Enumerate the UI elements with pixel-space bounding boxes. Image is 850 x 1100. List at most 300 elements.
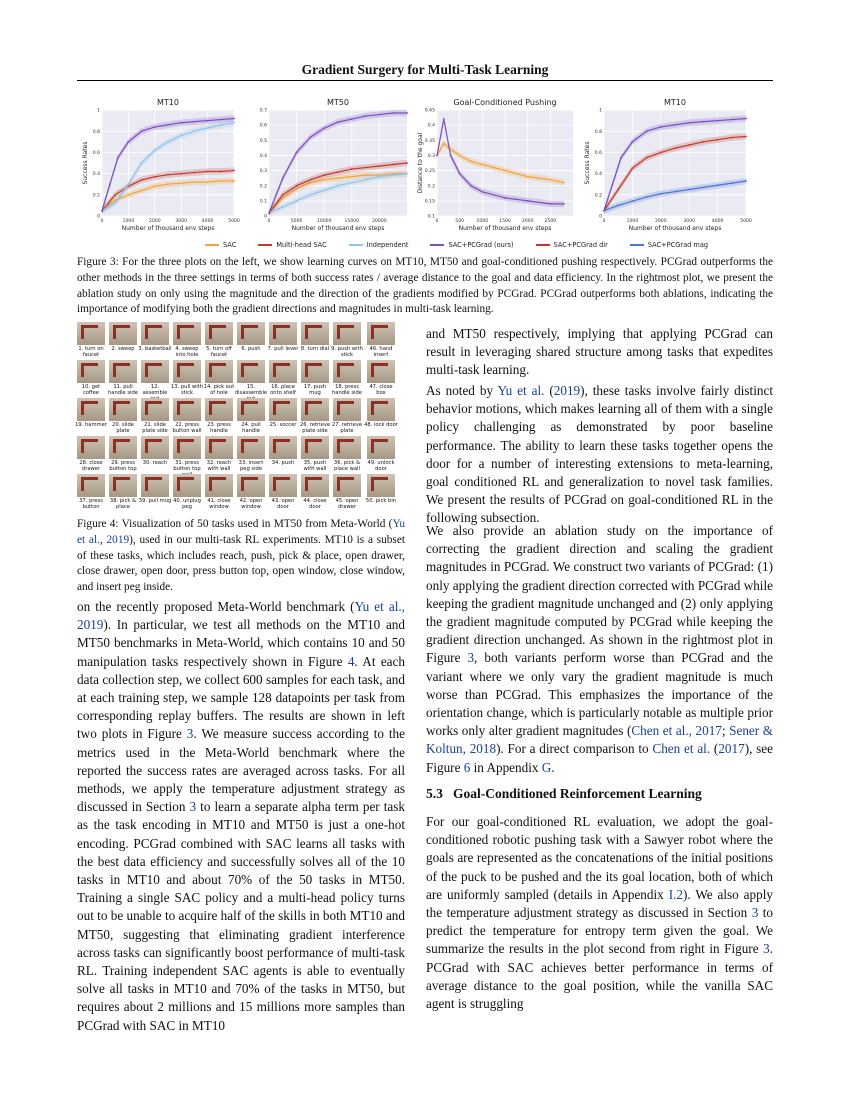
data-point (180, 182, 182, 184)
task-image (269, 398, 297, 421)
data-point (194, 130, 196, 132)
task-label: 46. hand insert (369, 346, 393, 358)
legend-swatch (536, 244, 550, 246)
figure-ref-link[interactable]: 6 (463, 759, 471, 775)
data-point (233, 122, 235, 124)
x-tick-label: 4000 (201, 219, 214, 224)
task-image (269, 322, 297, 345)
data-point (180, 173, 182, 175)
data-point (436, 155, 438, 157)
data-point (268, 212, 270, 214)
appendix-ref-link[interactable]: I.2 (668, 886, 683, 902)
data-point (233, 118, 235, 120)
task-image (333, 360, 361, 383)
task-image (205, 436, 233, 459)
task-image (205, 398, 233, 421)
task-label: 32. reach with wall (206, 460, 232, 472)
data-point (731, 137, 733, 139)
y-tick-label: 0.8 (92, 129, 100, 135)
data-point (717, 139, 719, 141)
data-point (703, 141, 705, 143)
data-point (620, 157, 622, 159)
task-image (367, 398, 395, 421)
y-tick-label: 0.2 (427, 184, 435, 190)
data-point (379, 114, 381, 116)
header-rule (77, 80, 773, 81)
data-point (703, 121, 705, 123)
data-point (459, 155, 461, 157)
data-point (128, 194, 130, 196)
data-point (745, 118, 747, 120)
task-label: 11. pull handle side (108, 384, 138, 396)
data-point (154, 149, 156, 151)
x-tick-label: 4000 (711, 219, 724, 224)
data-point (443, 142, 445, 144)
data-point (527, 176, 529, 178)
data-point (323, 127, 325, 129)
task-image (109, 474, 137, 497)
citation-link[interactable]: Sener & Koltun, 2018 (426, 723, 773, 757)
data-point (617, 189, 619, 191)
x-tick-label: 2500 (544, 219, 557, 224)
citation-link[interactable]: Chen et al. (652, 741, 711, 757)
data-point (109, 183, 111, 185)
y-tick-label: 0.25 (424, 169, 435, 175)
task-label: 6. push (241, 346, 261, 352)
y-axis-label: Success Rates (82, 141, 89, 185)
y-axis-label: Distance to the goal (417, 132, 424, 194)
section-ref-link[interactable]: 3 (189, 799, 197, 815)
legend-label: SAC+PCGrad mag (647, 241, 709, 249)
data-point (310, 179, 312, 181)
y-tick-label: 0.2 (259, 184, 267, 190)
data-point (154, 176, 156, 178)
data-point (563, 182, 565, 184)
citation-link[interactable]: 2019 (106, 533, 130, 546)
data-point (632, 200, 634, 202)
data-point (450, 155, 452, 157)
data-point (646, 130, 648, 132)
x-tick-label: 1000 (476, 219, 489, 224)
task-label: 15. disassemble (234, 384, 268, 396)
x-axis-label: Number of thousand env steps (628, 225, 722, 232)
chart-title: MT10 (664, 98, 686, 107)
right-paragraph-1: and MT50 respectively, implying that applying PCGrad can result in leveraging shared structure among tasks that expedites multi-task learning. (426, 326, 773, 378)
data-point (406, 173, 408, 175)
task-image (109, 398, 137, 421)
task-label: 4. sweep into hole (175, 346, 199, 358)
x-tick-label: 0 (435, 219, 439, 224)
figure-ref-link[interactable]: 3 (186, 726, 194, 742)
data-point (365, 115, 367, 117)
x-tick-label: 1500 (499, 219, 511, 224)
task-label: 33. insert peg side (238, 460, 264, 472)
task-label: 22. press button wall (172, 422, 202, 434)
task-label: 7. pull lever (267, 346, 299, 352)
figure-ref-link[interactable]: 3 (763, 941, 770, 957)
task-label: 19. hammer (75, 422, 107, 428)
legend-item (536, 241, 608, 249)
y-tick-label: 0.2 (92, 193, 100, 199)
x-tick-label: 5000 (740, 219, 752, 224)
data-point (337, 185, 339, 187)
task-label: 25. soccer (269, 422, 297, 428)
data-point (731, 182, 733, 184)
data-point (141, 179, 143, 181)
task-label: 28. close drawer (79, 460, 103, 472)
data-point (688, 189, 690, 191)
legend-label: SAC (223, 241, 237, 249)
data-point (154, 126, 156, 128)
task-label: 41. close window (207, 498, 231, 510)
task-image (77, 360, 105, 383)
data-point (379, 176, 381, 178)
figure4-caption: Figure 4: Visualization of 50 tasks used in MT50 from Meta-World (Yu et al., 2019), used in our multi-task RL experiments. MT10 is a subset of these tasks, which includes reach, push, pick & place, open drawer, close drawer, open door, press button top, open window, close window, and insert peg inside. (77, 518, 405, 594)
task-label: 39. pull mug (138, 498, 172, 504)
task-label: 37. press button (79, 498, 103, 510)
data-point (180, 122, 182, 124)
x-tick-label: 5000 (228, 219, 240, 224)
task-image (77, 436, 105, 459)
data-point (660, 193, 662, 195)
data-point (745, 180, 747, 182)
task-image (77, 398, 105, 421)
task-label: 20. slide plate (112, 422, 134, 434)
task-label: 23. press handle (207, 422, 231, 434)
data-point (101, 210, 103, 212)
task-image (269, 436, 297, 459)
task-image (141, 322, 169, 345)
y-tick-label: 0.4 (427, 123, 435, 129)
chart-title: MT10 (157, 98, 179, 107)
task-image (301, 398, 329, 421)
task-image (301, 322, 329, 345)
task-image (141, 474, 169, 497)
section-heading: 5.3 Goal-Conditioned Reinforcement Learning (426, 786, 702, 801)
data-point (470, 185, 472, 187)
chart-mt10 (80, 96, 240, 236)
task-image (205, 360, 233, 383)
task-image (205, 322, 233, 345)
data-point (563, 203, 565, 205)
y-tick-label: 0.3 (427, 154, 435, 160)
data-point (337, 171, 339, 173)
task-label: 38. pick & place (109, 498, 137, 510)
task-image (109, 360, 137, 383)
legend-swatch (205, 244, 219, 246)
x-tick-label: 0 (267, 219, 271, 224)
citation-link[interactable]: 2019 (553, 383, 581, 398)
data-point (207, 127, 209, 129)
data-point (337, 121, 339, 123)
data-point (379, 165, 381, 167)
legend-swatch (630, 244, 644, 246)
task-label: 34. push (271, 460, 295, 466)
y-tick-label: 1 (97, 108, 100, 114)
data-point (504, 170, 506, 172)
figure-ref-link[interactable]: 3 (467, 650, 475, 666)
task-label: 48. lock door (364, 422, 398, 428)
x-tick-label: 2000 (148, 219, 161, 224)
task-image (173, 398, 201, 421)
data-point (392, 174, 394, 176)
data-point (233, 180, 235, 182)
task-image (205, 474, 233, 497)
data-point (220, 171, 222, 173)
data-point (154, 185, 156, 187)
data-point (443, 118, 445, 120)
data-point (117, 157, 119, 159)
data-point (365, 174, 367, 176)
legend-item (630, 241, 708, 249)
task-label: 30. reach (142, 460, 168, 466)
data-point (612, 183, 614, 185)
task-image (141, 436, 169, 459)
x-tick-label: 0 (602, 219, 606, 224)
left-column-paragraph: on the recently proposed Meta-World benchmark (Yu et al., 2019). In particular, we test all methods on the MT10 and MT50 benchmarks in Meta-World, which contains 10 and 50 manipulation tasks respectively shown in Figure 4. At each data collection step, we collect 600 samples for each task, and at each training step, we sample 128 datapoints per task from corresponding replay buffers. The results are shown in left two plots in Figure 3. We measure success according to the metrics used in the Meta-World benchmark where the reported the success rates are averaged across tasks. For all methods, we apply the temperature adjustment strategy as discussed in Section 3 to learn a separate alpha term per task as the task encoding in MT10 and MT50 is just a one-hot encoding. PCGrad combined with SAC learns all tasks with the best data efficiency and successfully solves all of the 10 tasks in MT10 and about 70% of the 50 tasks in MT50. Training a single SAC policy and a multi-head policy turns out to be unable to acquire half of the skills in both MT10 and MT50, suggesting that eliminating gradient interference across tasks can significantly boost performance of multi-task RL. Training independent SAC agents is able to eventually solve all tasks in MT10 and 70% of the tasks in MT50, but requires about 2 millions and 15 millions more samples than PCGrad with SAC in MT10 (77, 599, 405, 1033)
section-ref-link[interactable]: 3 (751, 905, 759, 921)
chart-mt50 (247, 96, 413, 236)
data-point (365, 167, 367, 169)
task-label: 40. unplug peg (173, 498, 201, 510)
task-image (173, 474, 201, 497)
task-image (269, 474, 297, 497)
figure4-task-grid (77, 322, 405, 510)
data-point (296, 200, 298, 202)
data-point (660, 152, 662, 154)
data-point (617, 205, 619, 207)
task-label: 12. assemble (142, 384, 168, 396)
legend-label: SAC+PCGrad (ours) (448, 241, 514, 249)
x-axis-label: Number of thousand env steps (291, 225, 385, 232)
right-paragraph-3: We also provide an ablation study on the importance of correcting the gradient direction and scaling the gradient magnitudes in PCGrad. We construct two variants of PCGrad: (1) only applying the gradient direction corrected with PCGrad while keeping the gradient magnitude unchanged and (2) only applying the gradient magnitude computed by PCGrad while keeping the gradient direction unchanged. As shown in the rightmost plot in Figure 3, both variants perform worse than PCGrad and the variant where we only vary the gradient magnitude is much worse than PCGrad. This emphasizes the importance of the orientation change, which is particularly notable as multiple prior works only alter gradient magnitudes (Chen et al., 2017; Sener & Koltun, 2018). For a direct comparison to Chen et al. (2017), see Figure 6 in Appendix G. (426, 523, 774, 775)
data-point (323, 174, 325, 176)
citation-link[interactable]: Chen et al., 2017 (631, 723, 722, 739)
chart-title: Goal-Conditioned Pushing (453, 98, 557, 107)
task-label: 29. press button top (109, 460, 137, 472)
x-tick-label: 5000 (290, 219, 303, 224)
data-point (282, 194, 284, 196)
legend-swatch (349, 244, 363, 246)
task-image (269, 360, 297, 383)
x-tick-label: 3000 (683, 219, 696, 224)
task-image (77, 322, 105, 345)
task-label: 26. retrieve plate side (299, 422, 331, 434)
x-tick-label: 1000 (122, 219, 135, 224)
y-tick-label: 0.6 (594, 151, 602, 156)
task-label: 21. slide plate side (142, 422, 168, 434)
citation-link[interactable]: Yu et al. (497, 383, 545, 398)
task-image (301, 436, 329, 459)
y-tick-label: 0 (599, 214, 602, 220)
data-point (646, 157, 648, 159)
chart-svg (582, 96, 752, 236)
y-tick-label: 0.7 (259, 108, 267, 114)
data-point (603, 210, 605, 212)
data-point (207, 181, 209, 183)
task-label: 24. pull handle (241, 422, 261, 434)
y-tick-label: 0.4 (92, 172, 100, 178)
chart-title: MT50 (327, 98, 349, 107)
figure3-caption: Figure 3: For the three plots on the left, we show learning curves on MT10, MT50 and goal-conditioned pushing respectively. PCGrad outperforms the other methods in the three settings in terms of both success rates / average distance to the goal and data efficiency. In the rightmost plot, we present the ablation study on only using the magnitude and the direction of the gradients modified by PCGrad. PCGrad outperforms both ablations, indicating the importance of modifying both the gradient directions and magnitudes in multi-task learning. (77, 256, 773, 316)
data-point (220, 124, 222, 126)
citation-link[interactable]: 2017 (718, 741, 745, 757)
data-point (323, 179, 325, 181)
chart-svg (247, 96, 413, 236)
task-image (237, 360, 265, 383)
data-point (310, 194, 312, 196)
legend-label: SAC+PCGrad dir (553, 241, 608, 249)
right-paragraph-2: As noted by Yu et al. (2019), these tasks involve fairly distinct behavior motions, which makes learning all of them with a single policy challenging as demonstrated by poor baseline performance. The ability to learn these tasks together opens the door for a number of interesting extensions to meta-learning, goal conditioned RL and generalization to novel task families. We present the results of PCGrad on goal-conditioned RL in the following subsection. (426, 383, 773, 526)
y-tick-label: 0.1 (427, 214, 435, 220)
data-point (632, 141, 634, 143)
task-label: 47. close box (369, 384, 393, 396)
task-image (367, 322, 395, 345)
y-axis-label: Success Rates (584, 141, 591, 185)
data-point (674, 147, 676, 149)
task-label: 44. close door (303, 498, 327, 510)
data-point (220, 180, 222, 182)
task-image (237, 322, 265, 345)
x-tick-label: 3000 (175, 219, 188, 224)
task-image (333, 322, 361, 345)
task-label: 14. pick out of hole (203, 384, 235, 396)
data-point (167, 124, 169, 126)
appendix-ref-link[interactable]: G (541, 759, 552, 775)
task-image (301, 360, 329, 383)
data-point (549, 203, 551, 205)
task-label: 35. push with wall (303, 460, 327, 472)
data-point (481, 164, 483, 166)
task-image (237, 474, 265, 497)
x-tick-label: 2000 (654, 219, 667, 224)
task-label: 3. basketball (138, 346, 172, 352)
data-point (365, 179, 367, 181)
task-image (237, 398, 265, 421)
task-label: 36. pick & place wall (333, 460, 361, 472)
task-label: 18. press handle side (332, 384, 362, 396)
y-tick-label: 1 (599, 108, 602, 114)
data-point (167, 174, 169, 176)
data-point (114, 202, 116, 204)
x-tick-label: 10000 (316, 219, 332, 224)
data-point (351, 176, 353, 178)
y-tick-label: 0 (264, 214, 267, 220)
data-point (688, 122, 690, 124)
data-point (194, 172, 196, 174)
chart-svg (80, 96, 240, 236)
y-tick-label: 0.35 (424, 138, 435, 144)
data-point (114, 194, 116, 196)
x-tick-label: 0 (100, 219, 104, 224)
task-image (173, 360, 201, 383)
y-tick-label: 0.4 (594, 172, 602, 178)
data-point (296, 185, 298, 187)
task-label: 13. pull with stick (170, 384, 204, 396)
data-point (128, 183, 130, 185)
task-image (367, 474, 395, 497)
data-point (141, 162, 143, 164)
data-point (481, 191, 483, 193)
figure-ref-link[interactable]: 4 (347, 653, 355, 669)
task-image (173, 322, 201, 345)
y-tick-label: 0.3 (259, 169, 267, 175)
task-image (367, 360, 395, 383)
data-point (504, 197, 506, 199)
x-axis-label: Number of thousand env steps (458, 225, 552, 232)
data-point (167, 141, 169, 143)
data-point (194, 181, 196, 183)
data-point (674, 124, 676, 126)
data-point (207, 120, 209, 122)
data-point (167, 183, 169, 185)
x-tick-label: 2000 (521, 219, 534, 224)
data-point (351, 118, 353, 120)
task-label: 17. push mug (303, 384, 327, 396)
data-point (406, 162, 408, 164)
data-point (351, 168, 353, 170)
task-image (237, 436, 265, 459)
task-label: 42. open window (239, 498, 263, 510)
legend-item (258, 241, 326, 249)
task-label: 16. place onto shelf (270, 384, 296, 396)
x-tick-label: 1000 (626, 219, 639, 224)
task-label: 2. sweep (111, 346, 135, 352)
data-point (337, 177, 339, 179)
task-image (109, 436, 137, 459)
data-point (703, 186, 705, 188)
x-tick-label: 15000 (344, 219, 360, 224)
chart-goal-pushing (415, 96, 579, 236)
legend-item (349, 241, 409, 249)
task-image (301, 474, 329, 497)
data-point (207, 171, 209, 173)
y-tick-label: 0.1 (259, 199, 267, 205)
task-label: 31. press button top (173, 460, 201, 472)
data-point (296, 152, 298, 154)
task-image (173, 436, 201, 459)
legend-label: Independent (366, 241, 409, 249)
task-image (367, 436, 395, 459)
data-point (717, 120, 719, 122)
data-point (549, 179, 551, 181)
data-point (632, 167, 634, 169)
data-point (745, 136, 747, 138)
chart-mt10-ablation (582, 96, 752, 236)
task-label: 50. pick bin (365, 498, 397, 504)
data-point (220, 119, 222, 121)
legend-item (205, 241, 236, 249)
task-label: 27. retrieve plate (331, 422, 363, 434)
data-point (282, 206, 284, 208)
data-point (459, 173, 461, 175)
task-label: 49. unlock door (367, 460, 395, 472)
x-tick-label: 500 (455, 219, 465, 224)
data-point (310, 136, 312, 138)
y-tick-label: 0.15 (424, 199, 435, 205)
data-point (688, 144, 690, 146)
task-label: 8. turn dial (300, 346, 330, 352)
data-point (674, 191, 676, 193)
task-label: 1. turn on faucet (78, 346, 104, 358)
task-label: 5. turn off faucet (206, 346, 232, 358)
data-point (731, 119, 733, 121)
task-label: 45. open drawer (335, 498, 359, 510)
legend-swatch (430, 244, 444, 246)
citation-link[interactable]: Yu et al. (77, 518, 405, 546)
citation-link[interactable]: Yu et al., 2019 (77, 599, 405, 633)
chart-svg (415, 96, 579, 236)
